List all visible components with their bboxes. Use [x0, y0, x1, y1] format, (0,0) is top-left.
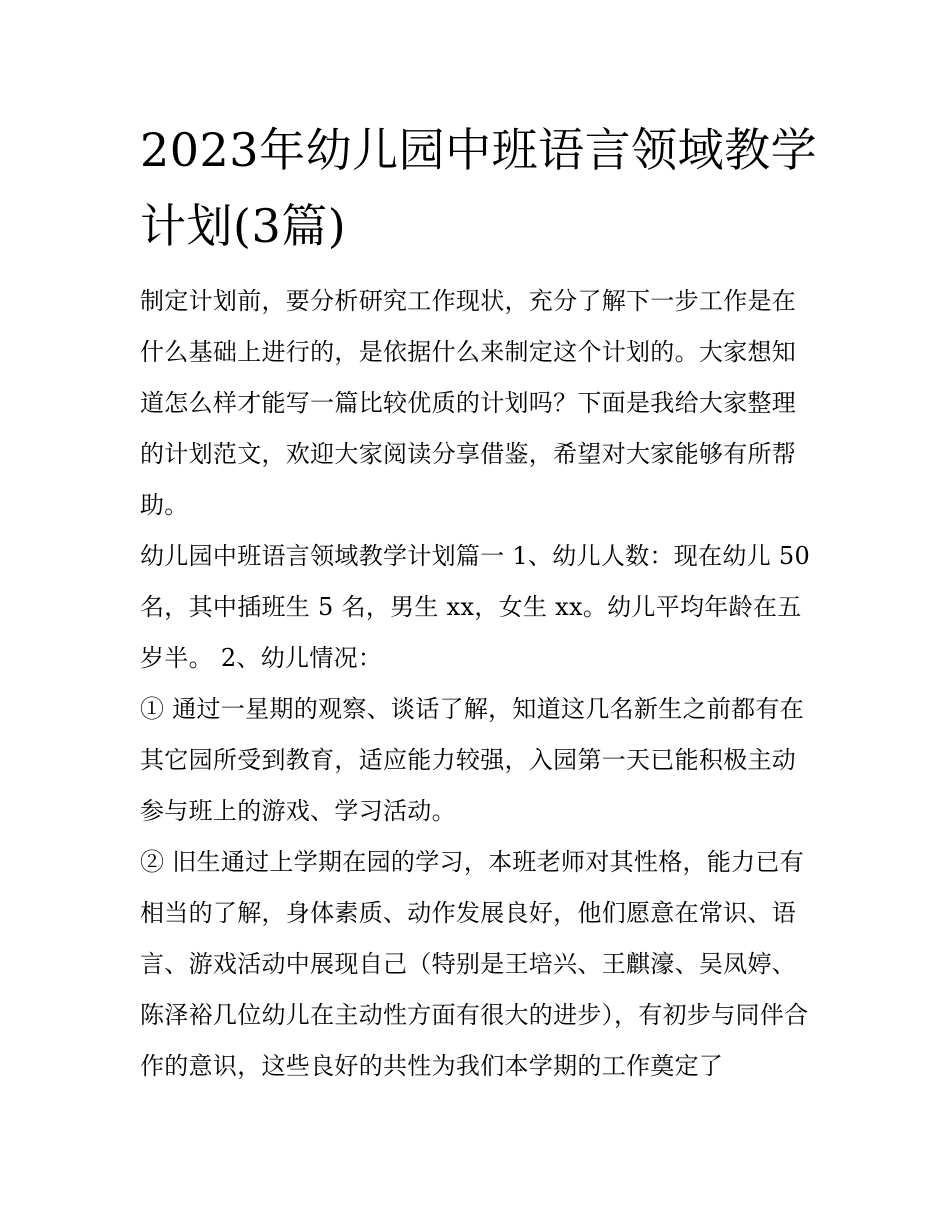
point-two-paragraph: ② 旧生通过上学期在园的学习，本班老师对其性格，能力已有相当的了解，身体素质、动作发展良好，他们愿意在常识、语言、游戏活动中展现自己（特别是王培兴、王麒濠、吴凤婷、陈泽裕几位幼儿在主动性方面有很大的进步），有初步与同伴合作的意识，这些良好的共性为我们本学期的工作奠定了	[140, 848, 809, 1080]
intro-paragraph: 制定计划前，要分析研究工作现状，充分了解下一步工作是在什么基础上进行的，是依据什么来制定这个计划的。大家想知道怎么样才能写一篇比较优质的计划吗？下面是我给大家整理的计划范文，欢迎大家阅读分享借鉴，希望对大家能够有所帮助。	[140, 287, 797, 519]
section-one-paragraph: 幼儿园中班语言领域教学计划篇一 1、幼儿人数：现在幼儿 50 名，其中插班生 5 名，男生 xx，女生 xx。幼儿平均年龄在五岁半。 2、幼儿情况：	[140, 542, 811, 672]
document-title: 2023年幼儿园中班语言领域教学计划(3篇)	[140, 123, 818, 253]
document-body	[140, 276, 820, 1092]
point-one-paragraph: ① 通过一星期的观察、谈话了解，知道这几名新生之前都有在其它园所受到教育，适应能力较强，入园第一天已能积极主动参与班上的游戏、学习活动。	[140, 695, 805, 825]
